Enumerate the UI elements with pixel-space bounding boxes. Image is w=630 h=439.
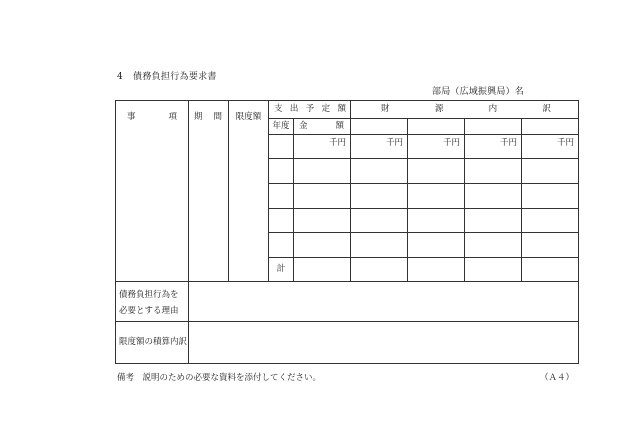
- header-limit-amount: 限度額: [235, 111, 262, 122]
- reason-label: 債務負担行為を必要とする理由: [119, 290, 179, 317]
- header-amount-char-2: 額: [335, 120, 344, 131]
- department-label: 部局（広域振興局）名: [432, 87, 525, 97]
- header-period: [194, 100, 222, 134]
- footer-note: 備考 説明のための必要な資料を添付してください。: [117, 373, 322, 383]
- unit-funding-4: 千円: [556, 137, 574, 148]
- funding-breakdown-char-4: 訳: [542, 103, 551, 114]
- unit-funding-2: 千円: [442, 137, 460, 148]
- planned-expenditure-char-2: 出: [289, 103, 299, 114]
- section-number: 4: [117, 72, 124, 82]
- total-label: 計: [276, 263, 286, 274]
- header-item: [127, 100, 177, 134]
- unit-funding-1: 千円: [385, 137, 403, 148]
- funding-breakdown-char-3: 内: [488, 103, 498, 114]
- planned-expenditure-char-5: 額: [337, 103, 346, 114]
- planned-expenditure-char-1: 支: [274, 103, 283, 114]
- funding-breakdown-char-1: 財: [381, 103, 390, 114]
- header-planned-expenditure: [274, 100, 346, 118]
- header-amount: [299, 118, 344, 134]
- header-item-char-2: 項: [168, 111, 177, 122]
- unit-funding-3: 千円: [499, 137, 517, 148]
- header-amount-char-1: 金: [299, 120, 308, 131]
- header-period-char-1: 期: [194, 111, 203, 122]
- planned-expenditure-char-3: 予: [305, 103, 315, 114]
- paper-size-label: （Ａ４）: [540, 373, 575, 383]
- limit-basis-label: 限度額の積算内訳: [119, 336, 188, 347]
- header-period-char-2: 間: [213, 111, 222, 122]
- unit-amount: 千円: [328, 137, 346, 148]
- header-funding-breakdown: [381, 100, 551, 118]
- section-title-text: 債務負担行為要求書: [133, 72, 217, 82]
- header-item-char-1: 事: [127, 111, 136, 122]
- header-fiscal-year: 年度: [272, 120, 290, 131]
- funding-breakdown-char-2: 源: [434, 103, 444, 114]
- planned-expenditure-char-4: 定: [321, 103, 331, 114]
